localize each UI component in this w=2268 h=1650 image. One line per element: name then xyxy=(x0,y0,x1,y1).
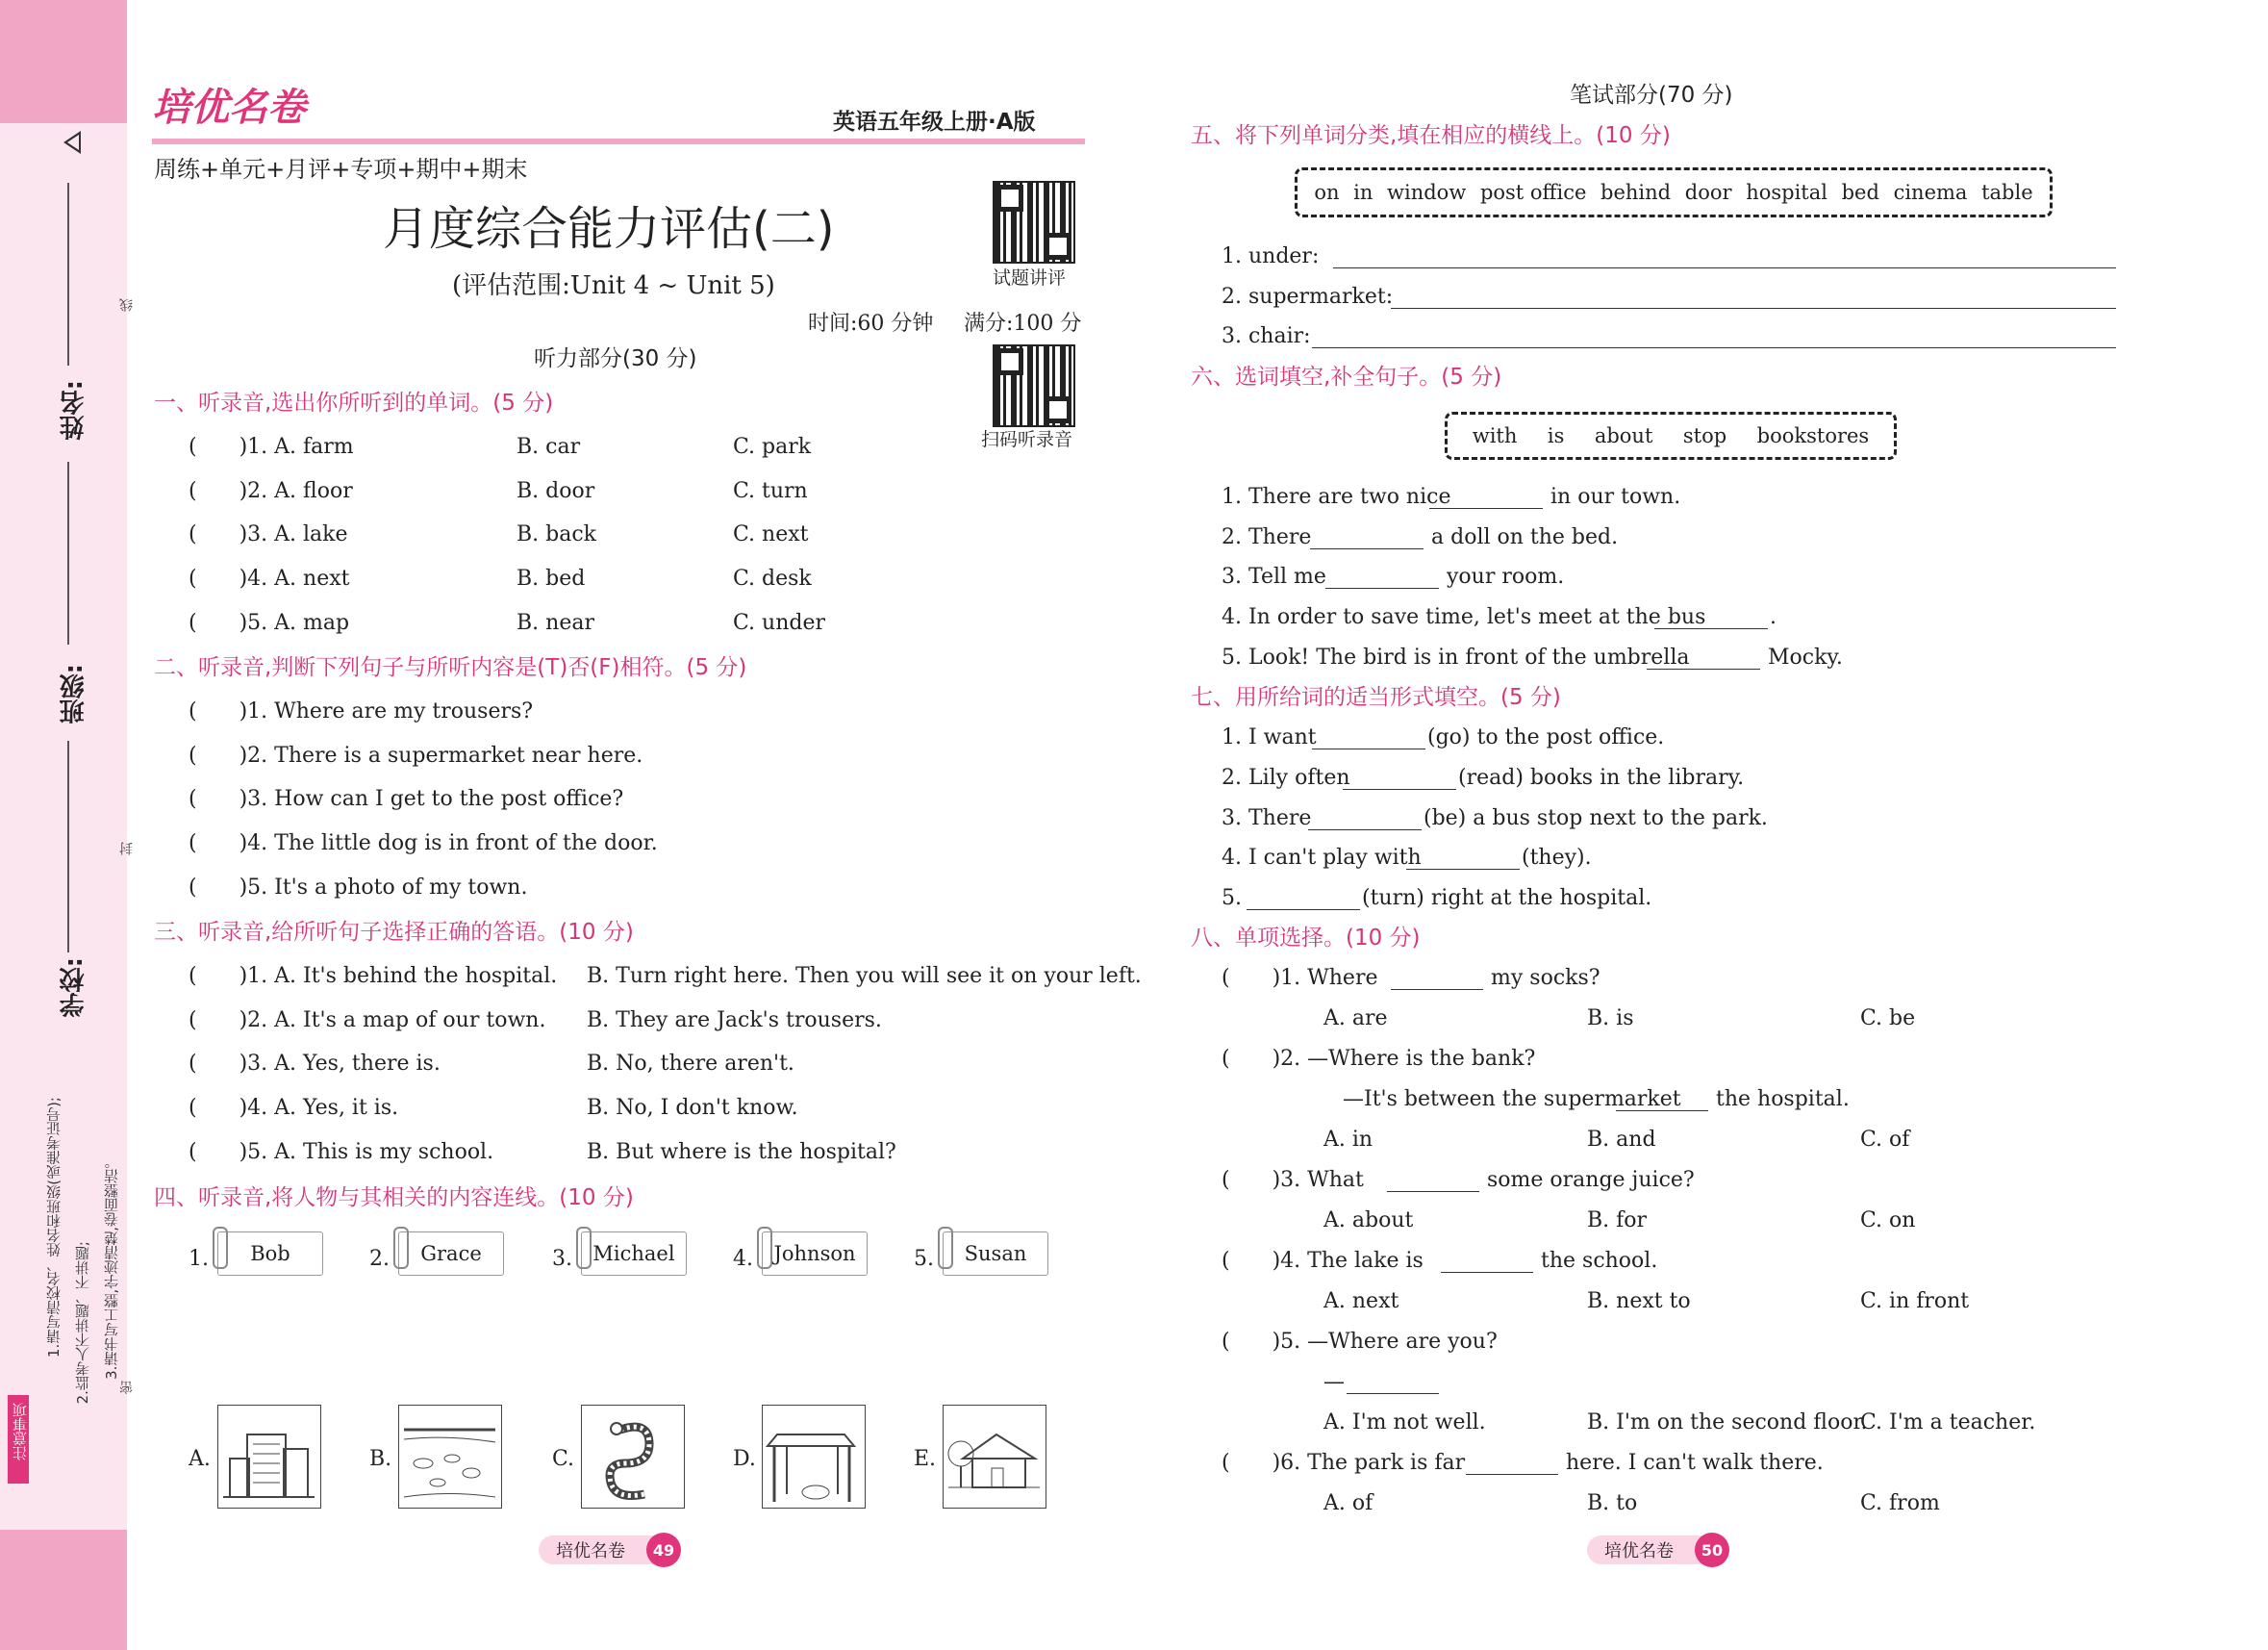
s6-q5-blank[interactable] xyxy=(1647,669,1760,670)
s1-q5: ( )5. A. map xyxy=(189,611,350,635)
s7-q1-pre: 1. I want xyxy=(1222,725,1317,749)
paperclip-icon xyxy=(576,1227,592,1269)
s6-q4-pre: 4. In order to save time, let's meet at the bus xyxy=(1222,605,1706,629)
s7-q2-pre: 2. Lily often xyxy=(1222,766,1350,790)
s4-person-2-num: 2. xyxy=(369,1247,390,1271)
s8-q4-c: C. in front xyxy=(1860,1289,1970,1313)
s3-q1-a: ( )1. A. It's behind the hospital. xyxy=(189,964,558,988)
s5-word: table xyxy=(1981,181,2033,204)
section-2-title: 二、听录音,判断下列句子与所听内容是(T)否(F)相符。(5 分) xyxy=(154,655,747,680)
qr-code-review[interactable] xyxy=(993,181,1075,264)
s7-q3-pre: 3. There xyxy=(1222,806,1312,830)
s1-q3-b: B. back xyxy=(517,522,597,546)
s3-q4-b: B. No, I don't know. xyxy=(587,1096,798,1120)
footer-brand: 培优名卷 xyxy=(556,1541,625,1561)
s3-q3-b: B. No, there aren't. xyxy=(587,1052,794,1076)
s7-q5-pre: 5. xyxy=(1222,886,1242,910)
paperclip-icon xyxy=(393,1227,409,1269)
s3-q4-a: ( )4. A. Yes, it is. xyxy=(189,1096,399,1120)
s6-q4-blank[interactable] xyxy=(1654,628,1768,629)
qr-review-caption: 试题讲评 xyxy=(993,267,1067,289)
s4-person-name: Grace xyxy=(420,1242,482,1265)
s1-q4-c: C. desk xyxy=(733,567,812,591)
page-number: 50 xyxy=(1695,1533,1729,1567)
s4-person-name: Bob xyxy=(250,1242,290,1265)
s1-q1-b: B. car xyxy=(517,435,581,459)
s4-person-card[interactable] xyxy=(762,1231,868,1276)
s6-q1-blank[interactable] xyxy=(1429,508,1543,509)
s1-q3-c: C. next xyxy=(733,522,809,546)
s1-q5-c: C. under xyxy=(733,611,825,635)
s8-q3-pre: ( )3. What xyxy=(1222,1168,1364,1192)
s8-q6-c: C. from xyxy=(1860,1491,1940,1515)
s8-q6-post: here. I can't walk there. xyxy=(1566,1451,1824,1475)
s5-word: cinema xyxy=(1893,181,1968,204)
s6-q1-post: in our town. xyxy=(1550,485,1681,509)
s2-q1: ( )1. Where are my trousers? xyxy=(189,699,534,723)
s8-q6-a: A. of xyxy=(1323,1491,1373,1515)
s4-pic-label-a: A. xyxy=(189,1447,211,1471)
notice-line-1: 1.请写清校名、姓名和班级(或准考证号); xyxy=(45,1097,63,1358)
s8-q4-pre: ( )4. The lake is xyxy=(1222,1249,1424,1273)
header-book-title: 英语五年级上册·A版 xyxy=(833,110,1036,135)
s7-q4-post: (they). xyxy=(1522,846,1592,870)
s4-person-name: Michael xyxy=(592,1242,675,1265)
snake-icon[interactable] xyxy=(581,1405,685,1509)
s7-q3-blank[interactable] xyxy=(1308,829,1422,830)
section-4-title: 四、听录音,将人物与其相关的内容连线。(10 分) xyxy=(154,1185,634,1210)
s4-person-3-num: 3. xyxy=(552,1247,572,1271)
s1-q1-c: C. park xyxy=(733,435,812,459)
s5-word-box xyxy=(1295,167,2053,217)
s6-word: is xyxy=(1547,424,1565,447)
s6-q3-blank[interactable] xyxy=(1325,588,1439,589)
s6-word: stop xyxy=(1682,424,1727,447)
s5-q3: 3. chair: xyxy=(1222,324,1311,348)
s4-pic-label-b: B. xyxy=(369,1447,392,1471)
s5-q1: 1. under: xyxy=(1222,244,1320,268)
s7-q4-pre: 4. I can't play with xyxy=(1222,846,1422,870)
s4-pic-label-c: C. xyxy=(552,1447,575,1471)
s1-q5-b: B. near xyxy=(517,611,594,635)
house-tree-icon[interactable] xyxy=(943,1405,1046,1509)
s8-q4-b: B. next to xyxy=(1587,1289,1691,1313)
section-8-title: 八、单项选择。(10 分) xyxy=(1191,926,1421,951)
seal-mark-xian: 线 xyxy=(119,298,135,312)
s5-q1-answer-line[interactable] xyxy=(1333,267,2116,268)
s6-q4-post: . xyxy=(1770,605,1777,629)
s1-q4: ( )4. A. next xyxy=(189,567,350,591)
s3-q3-a: ( )3. A. Yes, there is. xyxy=(189,1052,441,1076)
s4-person-5-num: 5. xyxy=(914,1247,934,1271)
lake-park-icon[interactable] xyxy=(398,1405,502,1509)
binding-strip-bottom xyxy=(0,1530,127,1650)
paperclip-icon xyxy=(938,1227,953,1269)
s8-q5-a: A. I'm not well. xyxy=(1323,1410,1486,1434)
page-footer-left xyxy=(539,1536,673,1564)
s8-q1-b: B. is xyxy=(1587,1006,1634,1030)
section-7-title: 七、用所给词的适当形式填空。(5 分) xyxy=(1191,685,1561,710)
s2-q2: ( )2. There is a supermarket near here. xyxy=(189,744,643,768)
s8-q1-pre: ( )1. Where xyxy=(1222,966,1378,990)
tagline: 周练+单元+月评+专项+期中+期末 xyxy=(154,156,528,183)
written-part-title: 笔试部分(70 分) xyxy=(1570,83,1733,108)
exam-score: 满分:100 分 xyxy=(964,312,1082,336)
s8-q5-dash: — xyxy=(1323,1370,1345,1394)
s6-word: bookstores xyxy=(1756,424,1870,447)
name-label: 姓名: xyxy=(60,380,88,441)
s5-word: bed xyxy=(1841,181,1879,204)
seal-mark-mi: 密 xyxy=(119,1381,135,1394)
s8-q5-c: C. I'm a teacher. xyxy=(1860,1410,2036,1434)
section-6-title: 六、选词填空,补全句子。(5 分) xyxy=(1191,365,1502,390)
page-number: 49 xyxy=(646,1533,681,1567)
s8-q6-pre: ( )6. The park is far xyxy=(1222,1451,1466,1475)
s8-q2-b: B. and xyxy=(1587,1128,1656,1152)
s8-q3-c: C. on xyxy=(1860,1208,1916,1232)
s6-q1-pre: 1. There are two nice xyxy=(1222,485,1451,509)
s4-person-card[interactable] xyxy=(943,1231,1048,1276)
s4-person-1-num: 1. xyxy=(189,1247,209,1271)
class-label: 班级: xyxy=(60,664,88,724)
s8-q2-a: A. in xyxy=(1323,1128,1373,1152)
exam-time: 时间:60 分钟 xyxy=(808,312,934,336)
triangle-marker-inner xyxy=(67,135,79,150)
s1-q2: ( )2. A. floor xyxy=(189,479,353,503)
school-line xyxy=(67,741,69,952)
s5-word: hospital xyxy=(1746,181,1827,204)
s3-q5-a: ( )5. A. This is my school. xyxy=(189,1140,494,1164)
s8-q2-c: C. of xyxy=(1860,1128,1910,1152)
s4-pic-label-e: E. xyxy=(914,1447,937,1471)
class-line xyxy=(67,462,69,645)
s1-q3: ( )3. A. lake xyxy=(189,522,348,546)
s1-q2-c: C. turn xyxy=(733,479,808,503)
s3-q2-b: B. They are Jack's trousers. xyxy=(587,1008,882,1032)
paperclip-icon xyxy=(757,1227,772,1269)
s1-q1: ( )1. A. farm xyxy=(189,435,354,459)
s6-word: with xyxy=(1472,424,1518,447)
s8-q3-a: A. about xyxy=(1323,1208,1414,1232)
notice-title: 注意事项 xyxy=(12,1403,29,1460)
s8-q5-line1: ( )5. —Where are you? xyxy=(1222,1330,1498,1354)
s4-person-name: Susan xyxy=(964,1242,1027,1265)
building-icon[interactable] xyxy=(217,1405,321,1509)
s8-q2-pre: —It's between the supermarket xyxy=(1343,1087,1681,1111)
s4-person-4-num: 4. xyxy=(733,1247,753,1271)
s8-q2-line1: ( )2. —Where is the bank? xyxy=(1222,1047,1536,1071)
header-bar xyxy=(152,139,1085,144)
s8-q6-blank[interactable] xyxy=(1466,1474,1558,1475)
s7-q2-blank[interactable] xyxy=(1343,789,1456,790)
seal-mark-feng: 封 xyxy=(119,842,135,855)
s8-q1-c: C. be xyxy=(1860,1006,1916,1030)
s5-word: behind xyxy=(1600,181,1672,204)
s6-q2-blank[interactable] xyxy=(1310,548,1424,549)
desk-cat-icon[interactable] xyxy=(762,1405,866,1509)
s7-q5-post: (turn) right at the hospital. xyxy=(1362,886,1652,910)
s7-q5-blank[interactable] xyxy=(1247,909,1360,910)
s8-q4-post: the school. xyxy=(1541,1249,1658,1273)
s8-q4-a: A. next xyxy=(1323,1289,1399,1313)
s8-q5-blank[interactable] xyxy=(1347,1393,1439,1394)
qr-audio-caption: 扫码听录音 xyxy=(981,429,1073,450)
s6-q5-post: Mocky. xyxy=(1768,646,1843,670)
s8-q1-a: A. are xyxy=(1323,1006,1388,1030)
section-3-title: 三、听录音,给所听句子选择正确的答语。(10 分) xyxy=(154,920,634,945)
s4-person-name: Johnson xyxy=(773,1242,856,1265)
qr-code-audio[interactable] xyxy=(993,344,1075,427)
s8-q1-post: my socks? xyxy=(1491,966,1600,990)
s5-word: in xyxy=(1353,181,1373,204)
s5-word: on xyxy=(1314,181,1340,204)
binding-strip-top xyxy=(0,0,127,123)
s4-pic-label-d: D. xyxy=(733,1447,756,1471)
s1-q4-b: B. bed xyxy=(517,567,586,591)
s8-q3-blank[interactable] xyxy=(1387,1191,1479,1192)
s5-q2: 2. supermarket: xyxy=(1222,285,1394,309)
s6-q2-post: a doll on the bed. xyxy=(1431,525,1619,549)
s4-person-card[interactable] xyxy=(217,1231,323,1276)
s6-word-box xyxy=(1445,412,1897,460)
s6-q3-post: your room. xyxy=(1447,565,1565,589)
s7-q3-post: (be) a bus stop next to the park. xyxy=(1424,806,1768,830)
s7-q2-post: (read) books in the library. xyxy=(1458,766,1745,790)
s5-q2-answer-line[interactable] xyxy=(1391,308,2116,309)
s6-q3-pre: 3. Tell me xyxy=(1222,565,1326,589)
s8-q5-b: B. I'm on the second floor. xyxy=(1587,1410,1868,1434)
s5-q3-answer-line[interactable] xyxy=(1312,347,2116,348)
page-footer-right xyxy=(1587,1536,1722,1564)
s7-q4-blank[interactable] xyxy=(1406,869,1520,870)
s8-q4-blank[interactable] xyxy=(1441,1272,1533,1273)
s6-q5-pre: 5. Look! The bird is in front of the umbrella xyxy=(1222,646,1690,670)
s2-q3: ( )3. How can I get to the post office? xyxy=(189,787,624,811)
s4-person-card[interactable] xyxy=(398,1231,504,1276)
scope-subtitle: (评估范围:Unit 4 ~ Unit 5) xyxy=(452,271,775,300)
paperclip-icon xyxy=(213,1227,228,1269)
s6-q2-pre: 2. There xyxy=(1222,525,1312,549)
s8-q2-post: the hospital. xyxy=(1716,1087,1850,1111)
section-1-title: 一、听录音,选出你所听到的单词。(5 分) xyxy=(154,391,554,416)
s2-q5: ( )5. It's a photo of my town. xyxy=(189,876,528,900)
s8-q3-b: B. for xyxy=(1587,1208,1648,1232)
s5-word: window xyxy=(1387,181,1467,204)
school-label: 学校: xyxy=(60,957,88,1018)
s4-person-card[interactable] xyxy=(581,1231,687,1276)
s8-q6-b: B. to xyxy=(1587,1491,1638,1515)
s3-q2-a: ( )2. A. It's a map of our town. xyxy=(189,1008,546,1032)
logo: 培优名卷 xyxy=(152,86,306,130)
s3-q1-b: B. Turn right here. Then you will see it on your left. xyxy=(587,964,1142,988)
s7-q1-post: (go) to the post office. xyxy=(1427,725,1665,749)
footer-brand: 培优名卷 xyxy=(1604,1541,1674,1561)
s8-q2-blank[interactable] xyxy=(1616,1110,1708,1111)
s5-word: door xyxy=(1684,181,1732,204)
s8-q3-post: some orange juice? xyxy=(1487,1168,1695,1192)
name-line xyxy=(67,183,69,366)
s5-word: post office xyxy=(1479,181,1587,204)
notice-line-3: 3.请书写工整,字迹清楚,卷面整洁。 xyxy=(103,1155,120,1380)
section-5-title: 五、将下列单词分类,填在相应的横线上。(10 分) xyxy=(1191,123,1671,148)
page-title: 月度综合能力评估(二) xyxy=(383,202,835,256)
s2-q4: ( )4. The little dog is in front of the door. xyxy=(189,831,658,855)
listening-part-title: 听力部分(30 分) xyxy=(534,346,697,371)
s1-q2-b: B. door xyxy=(517,479,595,503)
s6-word: about xyxy=(1594,424,1653,447)
s8-q1-blank[interactable] xyxy=(1391,989,1483,990)
s3-q5-b: B. But where is the hospital? xyxy=(587,1140,896,1164)
notice-line-2: 2.监考人不讲题、不讲题; xyxy=(74,1241,91,1405)
